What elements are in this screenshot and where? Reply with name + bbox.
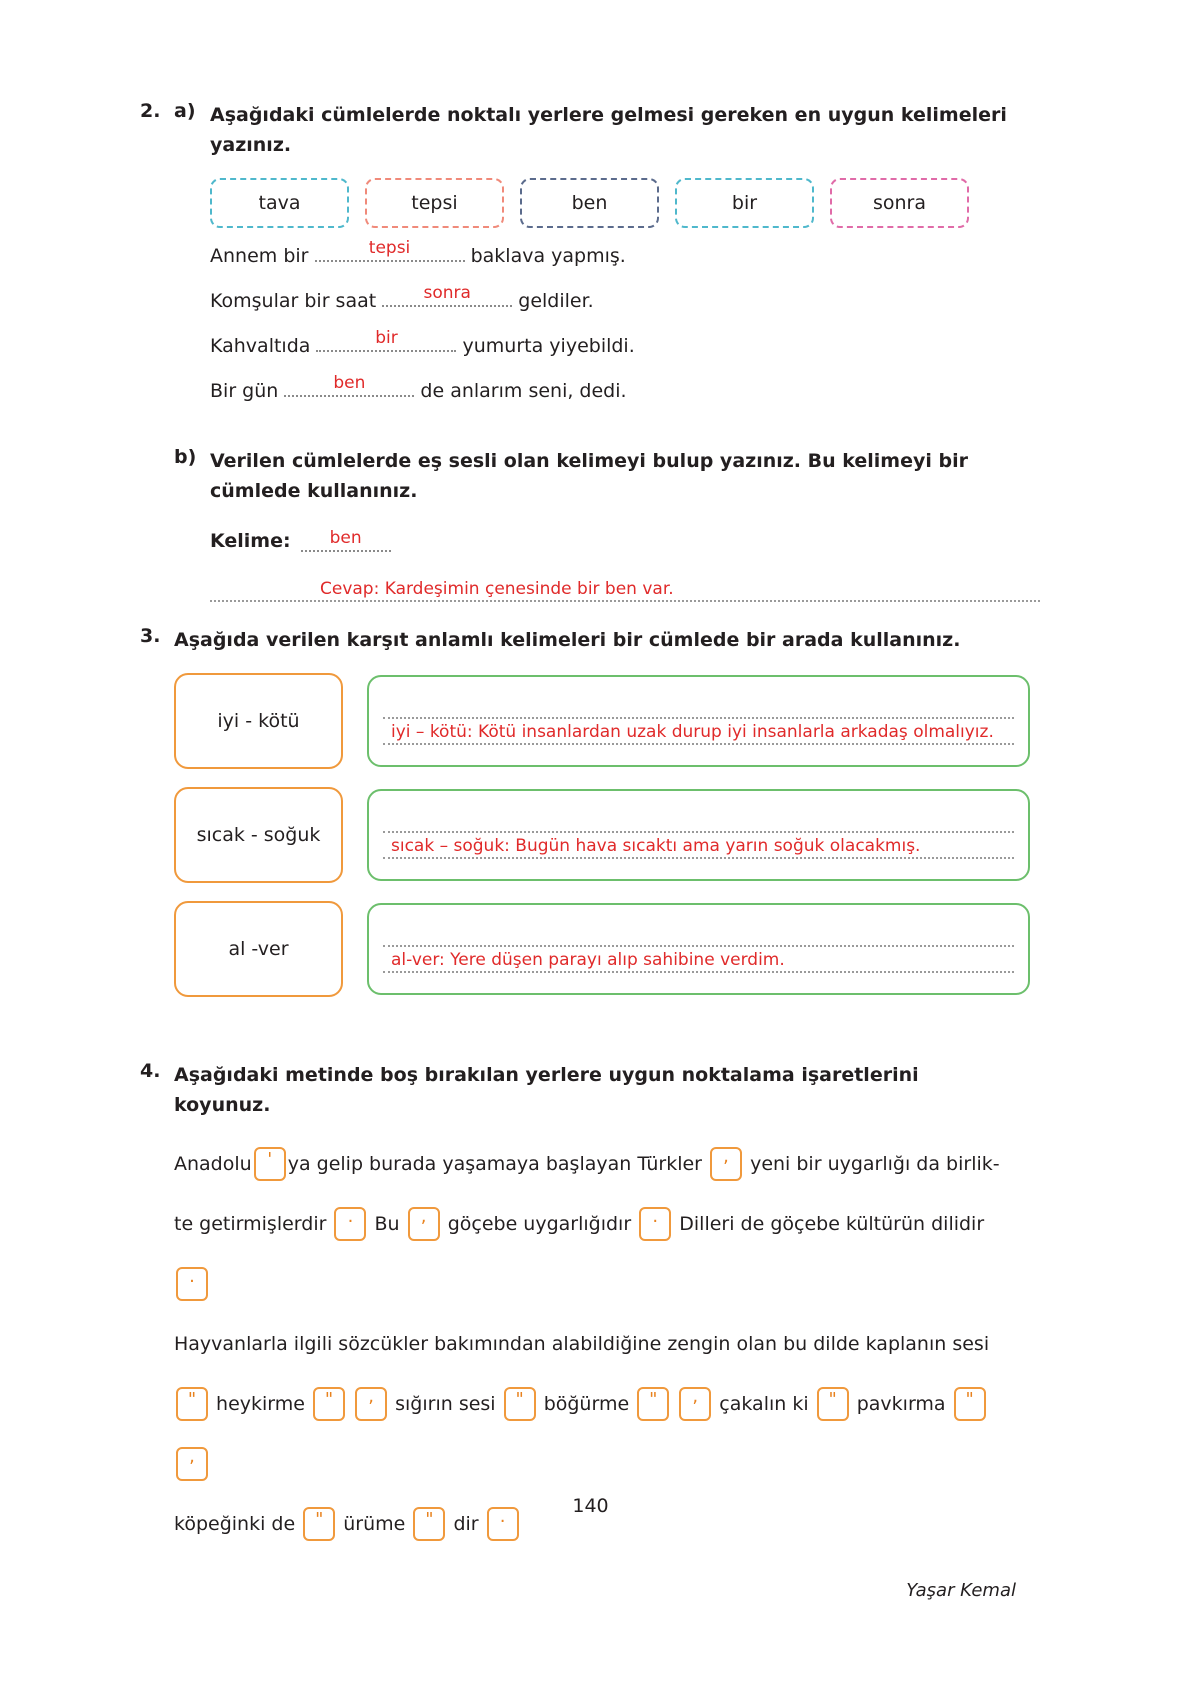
fill-blank[interactable]	[315, 238, 465, 262]
sentence-before: Annem bir	[210, 245, 309, 267]
question-2b-text: Verilen cümlelerde eş sesli olan kelimeyi bulup yazınız. Bu kelimeyi bir cümlede kullanınız.	[210, 450, 968, 502]
author-credit: Yaşar Kemal	[906, 1580, 1016, 1601]
word-bank	[210, 178, 1020, 228]
antonym-answer-box[interactable]	[367, 789, 1030, 881]
punctuation-box[interactable]	[637, 1387, 669, 1421]
cumle-answer-text: Cevap: Kardeşimin çenesinde bir ben var.	[320, 579, 674, 599]
antonym-answer-text: sıcak – soğuk: Bugün hava sıcaktı ama yarın soğuk olacakmış.	[391, 836, 921, 856]
sentence-before: Kahvaltıda	[210, 335, 311, 357]
question-4	[140, 1060, 1020, 1601]
punctuation-box[interactable]	[254, 1147, 286, 1181]
antonym-row	[174, 673, 1030, 769]
fill-sentence	[210, 328, 1020, 357]
punctuation-mark: .	[189, 1265, 195, 1287]
antonym-pair: iyi - kötü	[174, 673, 343, 769]
text-fragment: te getirmişlerdir	[174, 1213, 327, 1235]
fill-sentence	[210, 238, 1020, 267]
word-bank-item[interactable]: ben	[520, 178, 659, 228]
fill-blank[interactable]	[284, 373, 414, 397]
punctuation-box[interactable]	[710, 1147, 742, 1181]
kelime-blank[interactable]	[301, 528, 391, 552]
punctuation-box[interactable]	[954, 1387, 986, 1421]
word-bank-item[interactable]: tava	[210, 178, 349, 228]
fill-blank-answer: ben	[333, 373, 366, 393]
text-fragment: çakalın ki	[719, 1393, 809, 1415]
text-fragment: heykirme	[216, 1393, 305, 1415]
sentence-before: Komşular bir saat	[210, 290, 377, 312]
word-bank-item[interactable]: sonra	[830, 178, 969, 228]
punctuation-mark: ,	[420, 1205, 427, 1227]
sentence-after: baklava yapmış.	[470, 245, 626, 267]
antonym-pair: sıcak - soğuk	[174, 787, 343, 883]
question-4-number: 4.	[140, 1060, 161, 1082]
text-fragment: ya gelip burada yaşamaya başlayan Türkler	[287, 1153, 702, 1175]
punctuation-box[interactable]	[639, 1207, 671, 1241]
text-fragment: Anadolu	[174, 1153, 252, 1175]
punctuation-mark: .	[499, 1505, 506, 1527]
sentence-after: yumurta yiyebildi.	[462, 335, 635, 357]
punctuation-mark: ,	[368, 1385, 374, 1407]
antonym-answer-box[interactable]	[367, 675, 1030, 767]
fill-blank-answer: bir	[375, 328, 398, 348]
word-bank-item[interactable]: tepsi	[365, 178, 504, 228]
punctuation-mark: "	[187, 1388, 197, 1410]
antonym-answer-box[interactable]	[367, 903, 1030, 995]
punctuation-box[interactable]	[176, 1267, 208, 1301]
word-bank-item[interactable]: bir	[675, 178, 814, 228]
answer-rule	[383, 837, 1014, 859]
text-fragment: Dilleri de göçebe kültürün dilidir	[679, 1213, 985, 1235]
punctuation-box[interactable]	[313, 1387, 345, 1421]
text-fragment: böğürme	[543, 1393, 630, 1415]
punctuation-mark: "	[315, 1508, 324, 1530]
punctuation-box[interactable]	[679, 1387, 711, 1421]
page-number: 140	[572, 1495, 609, 1517]
text-fragment: pavkırma	[856, 1393, 946, 1415]
sentence-after: geldiler.	[518, 290, 594, 312]
answer-rule	[383, 925, 1014, 947]
text-fragment: ürüme	[343, 1513, 406, 1535]
antonym-pair: al -ver	[174, 901, 343, 997]
answer-rule	[383, 723, 1014, 745]
punctuation-mark: ,	[692, 1385, 699, 1407]
punctuation-box[interactable]	[334, 1207, 366, 1241]
fill-blank-answer: sonra	[423, 283, 471, 303]
fill-blank[interactable]	[316, 328, 456, 352]
question-2a-text: Aşağıdaki cümlelerde noktalı yerlere gelmesi gereken en uygun kelimeleri yazınız.	[210, 104, 1007, 156]
punctuation-box[interactable]	[176, 1447, 208, 1481]
text-fragment: dir	[453, 1513, 479, 1535]
punctuation-box[interactable]	[408, 1207, 440, 1241]
answer-rule	[383, 811, 1014, 833]
punctuation-box[interactable]	[176, 1387, 208, 1421]
punctuation-mark: "	[828, 1388, 837, 1410]
punctuation-mark: "	[324, 1388, 334, 1410]
punctuation-mark: "	[425, 1508, 434, 1530]
answer-rule	[383, 697, 1014, 719]
question-3-number: 3.	[140, 625, 161, 647]
sentence-before: Bir gün	[210, 380, 279, 402]
antonym-row	[174, 787, 1030, 883]
kelime-label: Kelime:	[210, 530, 291, 552]
punctuation-box[interactable]	[504, 1387, 536, 1421]
punctuation-mark: .	[347, 1205, 354, 1227]
fill-sentence	[210, 283, 1020, 312]
punctuation-mark: "	[515, 1388, 524, 1410]
question-2	[140, 100, 1020, 602]
antonym-answer-text: iyi – kötü: Kötü insanlardan uzak durup iyi insanlarla arkadaş olmalıyız.	[391, 722, 994, 742]
punctuation-mark: .	[652, 1205, 659, 1227]
antonym-row	[174, 901, 1030, 997]
fill-blank-answer: tepsi	[368, 238, 411, 258]
fill-blank[interactable]	[382, 283, 512, 307]
punctuation-paragraph	[174, 1134, 1020, 1554]
punctuation-box[interactable]	[355, 1387, 387, 1421]
text-fragment: köpeğinki de	[174, 1513, 296, 1535]
question-2b-label: b)	[174, 446, 197, 468]
antonym-answer-text: al-ver: Yere düşen parayı alıp sahibine verdim.	[391, 950, 785, 970]
question-3-text: Aşağıda verilen karşıt anlamlı kelimeleri bir cümlede bir arada kullanınız.	[174, 629, 961, 651]
text-fragment: yeni bir uygarlığı da birlik-	[750, 1153, 1000, 1175]
punctuation-mark: '	[267, 1148, 273, 1170]
punctuation-mark: "	[965, 1388, 974, 1410]
sentence-after: de anlarım seni, dedi.	[420, 380, 627, 402]
question-3	[140, 625, 1030, 997]
question-2-number: 2.	[140, 100, 161, 122]
cumle-answer-line[interactable]	[210, 576, 1020, 602]
fill-sentence	[210, 373, 1020, 402]
text-fragment: Hayvanlarla ilgili sözcükler bakımından alabildiğine zengin olan bu dilde kaplanın sesi	[174, 1333, 990, 1355]
answer-rule	[383, 951, 1014, 973]
answer-rule	[210, 599, 1040, 602]
text-fragment: sığırın sesi	[395, 1393, 496, 1415]
question-2a-label: a)	[174, 100, 196, 122]
punctuation-box[interactable]	[817, 1387, 849, 1421]
kelime-answer: ben	[329, 528, 362, 548]
punctuation-mark: ,	[723, 1145, 729, 1167]
text-fragment: Bu	[374, 1213, 400, 1235]
punctuation-mark: ,	[189, 1445, 195, 1467]
question-4-text: Aşağıdaki metinde boş bırakılan yerlere uygun noktalama işaretlerini koyunuz.	[174, 1064, 919, 1116]
text-fragment: göçebe uygarlığıdır	[447, 1213, 632, 1235]
punctuation-mark: "	[649, 1388, 658, 1410]
